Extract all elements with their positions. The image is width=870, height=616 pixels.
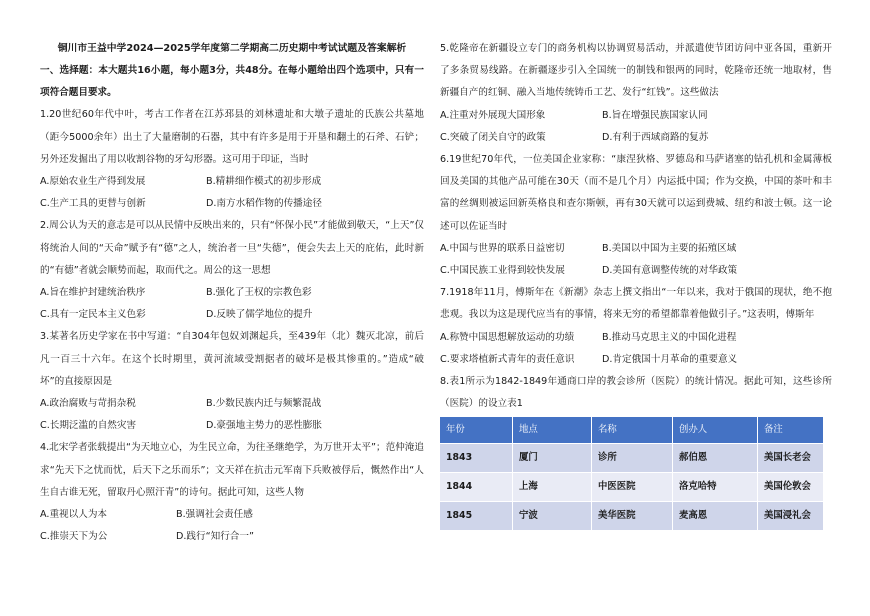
options-row <box>40 415 424 437</box>
question-4 <box>40 437 424 548</box>
table-cell: 上海 <box>513 473 592 502</box>
question-2 <box>40 215 424 326</box>
table-row <box>440 444 824 473</box>
options-row <box>440 127 832 149</box>
option-d[interactable]: D.美国有意调整传统的对华政策 <box>602 265 738 277</box>
question-6 <box>440 149 832 282</box>
table-cell: 1844 <box>440 473 513 502</box>
option-d[interactable]: D.南方水稻作物的传播途径 <box>206 198 322 210</box>
option-c[interactable]: C.推崇天下为公 <box>40 531 108 543</box>
option-a[interactable]: A.注重对外展现大国形象 <box>440 109 546 121</box>
option-c[interactable]: C.生产工具的更替与创新 <box>40 198 146 210</box>
clinic-table <box>440 417 824 530</box>
option-b[interactable]: B.美国以中国为主要的拓殖区域 <box>602 242 737 254</box>
question-stem: 5.乾隆帝在新疆设立专门的商务机构以协调贸易活动，并派遣使节团访问中亚各国，重新开了多条贸易线路。在新疆逐步引入全国统一的制钱和银两的同时，乾隆帝还统一地取材，售新疆自产的红铜、融入当地传统铸币工艺、发行“红钱”。这些做法 <box>440 43 832 99</box>
options-row <box>440 327 832 349</box>
question-stem: 1.20世纪60年代中叶，考古工作者在江苏邳县的刘林遗址和大墩子遗址的氏族公共墓地（距今5000余年）出土了大量磨制的石器，其中有许多是用于开垦和翻土的石斧、石铲；另外还发掘出了用以收割谷物的牙勾形器。这可用于印证，当时 <box>40 109 424 165</box>
table-row <box>440 502 824 531</box>
option-a[interactable]: A.原始农业生产得到发展 <box>40 176 146 188</box>
table-cell: 美华医院 <box>592 502 673 531</box>
table-row <box>440 473 824 502</box>
option-c[interactable]: C.要求塔植新式青年的责任意识 <box>440 353 575 365</box>
option-b[interactable]: B.精耕细作模式的初步形成 <box>206 176 322 188</box>
option-b[interactable]: B.强调社会责任感 <box>176 509 253 521</box>
options-row <box>40 193 424 215</box>
option-d[interactable]: D.践行“知行合一” <box>176 531 254 543</box>
question-stem: 8.表1所示为1842-1849年通商口岸的教会诊所（医院）的统计情况。据此可知，这些诊所（医院）的设立表1 <box>440 376 832 410</box>
options-row <box>440 349 832 371</box>
option-b[interactable]: B.强化了王权的宗教色彩 <box>206 287 312 299</box>
section-heading: 一、选择题：本大题共16小题，每小题3分，共48分。在每小题给出四个选项中，只有一项符合题目要求。 <box>40 65 424 99</box>
option-a[interactable]: A.称赞中国思想解放运动的功绩 <box>440 331 575 343</box>
column-header: 年份 <box>440 417 513 444</box>
option-d[interactable]: D.肯定俄国十月革命的重要意义 <box>602 353 738 365</box>
right-column <box>440 38 832 530</box>
option-a[interactable]: A.旨在维护封建统治秩序 <box>40 287 146 299</box>
question-5 <box>440 38 832 149</box>
options-row <box>440 105 832 127</box>
question-stem: 3.某著名历史学家在书中写道：“自304年包奴刘渊起兵，至439年（北）魏灭北凉，前后凡一百三十六年。在这个长时期里，黄河流域受割据者的破坏是极其惨重的。”造成“破坏”的直接原因是 <box>40 331 424 387</box>
question-stem: 2.周公认为天的意志是可以从民情中反映出来的，只有“怀保小民”才能做到敬天，“上天”仅将统治人间的“天命”赋予有“德”之人，统治者一旦“失德”，便会失去上天的庇佑，此时新的“有德”者就会顺势而起，取而代之。周公的这一思想 <box>40 220 425 276</box>
question-stem: 7.1918年11月，傅斯年在《新潮》杂志上撰文指出“一年以来，我对于俄国的现状，绝不抱悲观。我以为这是现代应当有的事情，将来无穷的希望都靠着他做引子。”这表明，傅斯年 <box>440 287 832 321</box>
option-d[interactable]: D.豪强地主势力的恶性膨胀 <box>206 420 322 432</box>
table-cell: 郝伯恩 <box>673 444 758 473</box>
column-header: 创办人 <box>673 417 758 444</box>
table-cell: 洛克哈特 <box>673 473 758 502</box>
table-cell: 1843 <box>440 444 513 473</box>
table-cell: 美国伦敦会 <box>758 473 824 502</box>
option-c[interactable]: C.长期泛滥的自然灾害 <box>40 420 137 432</box>
options-row <box>40 393 424 415</box>
option-b[interactable]: B.少数民族内迁与频繁混战 <box>206 398 322 410</box>
question-3 <box>40 326 424 437</box>
table-cell: 中医医院 <box>592 473 673 502</box>
option-a[interactable]: A.重视以人为本 <box>40 509 108 521</box>
option-c[interactable]: C.突破了闭关自守的政策 <box>440 131 546 143</box>
question-stem: 4.北宋学者张载提出“为天地立心，为生民立命，为往圣继绝学，为万世开太平”；范仲淹追求“先天下之忧而忧，后天下之乐而乐”；文天祥在抗击元军南下兵败被俘后，慨然作出“人生自古谁无死，留取丹心照汗青”的诗句。据此可知，这些人物 <box>40 442 424 498</box>
option-b[interactable]: B.旨在增强民族国家认同 <box>602 109 708 121</box>
options-row <box>40 526 424 548</box>
left-column <box>40 38 424 548</box>
table-cell: 麦高恩 <box>673 502 758 531</box>
option-a[interactable]: A.中国与世界的联系日益密切 <box>440 242 565 254</box>
options-row <box>440 260 832 282</box>
exam-title: 铜川市王益中学2024—2025学年度第二学期高二历史期中考试试题及答案解析 <box>57 43 407 54</box>
option-c[interactable]: C.中国民族工业得到较快发展 <box>440 265 565 277</box>
table-header-row <box>440 417 824 444</box>
table-cell: 宁波 <box>513 502 592 531</box>
options-row <box>40 171 424 193</box>
option-d[interactable]: D.反映了儒学地位的提升 <box>206 309 313 321</box>
options-row <box>40 504 424 526</box>
column-header: 备注 <box>758 417 824 444</box>
question-stem: 6.19世纪70年代，一位美国企业家称：“康涅狄格、罗德岛和马萨诸塞的钻孔机和金属薄板回及美国的其他产品可能在30天（而不是几个月）内运抵中国；作为交换，中国的茶叶和丰富的丝绸则被运回新英格良和查尔斯顿，再有30天就可以运到费城、纽约和波士顿。这一论述可以佐证当时 <box>440 154 832 232</box>
options-row <box>40 282 424 304</box>
column-header: 名称 <box>592 417 673 444</box>
question-8 <box>440 371 832 530</box>
option-b[interactable]: B.推动马克思主义的中国化进程 <box>602 331 737 343</box>
option-d[interactable]: D.有利于西域商路的复苏 <box>602 131 709 143</box>
table-cell: 美国长老会 <box>758 444 824 473</box>
options-row <box>40 304 424 326</box>
option-a[interactable]: A.政治腐败与苛捐杂税 <box>40 398 136 410</box>
table-cell: 美国浸礼会 <box>758 502 824 531</box>
options-row <box>440 238 832 260</box>
question-7 <box>440 282 832 371</box>
table-cell: 1845 <box>440 502 513 531</box>
option-c[interactable]: C.具有一定民本主义色彩 <box>40 309 146 321</box>
table-cell: 厦门 <box>513 444 592 473</box>
question-1 <box>40 104 424 215</box>
table-cell: 诊所 <box>592 444 673 473</box>
column-header: 地点 <box>513 417 592 444</box>
